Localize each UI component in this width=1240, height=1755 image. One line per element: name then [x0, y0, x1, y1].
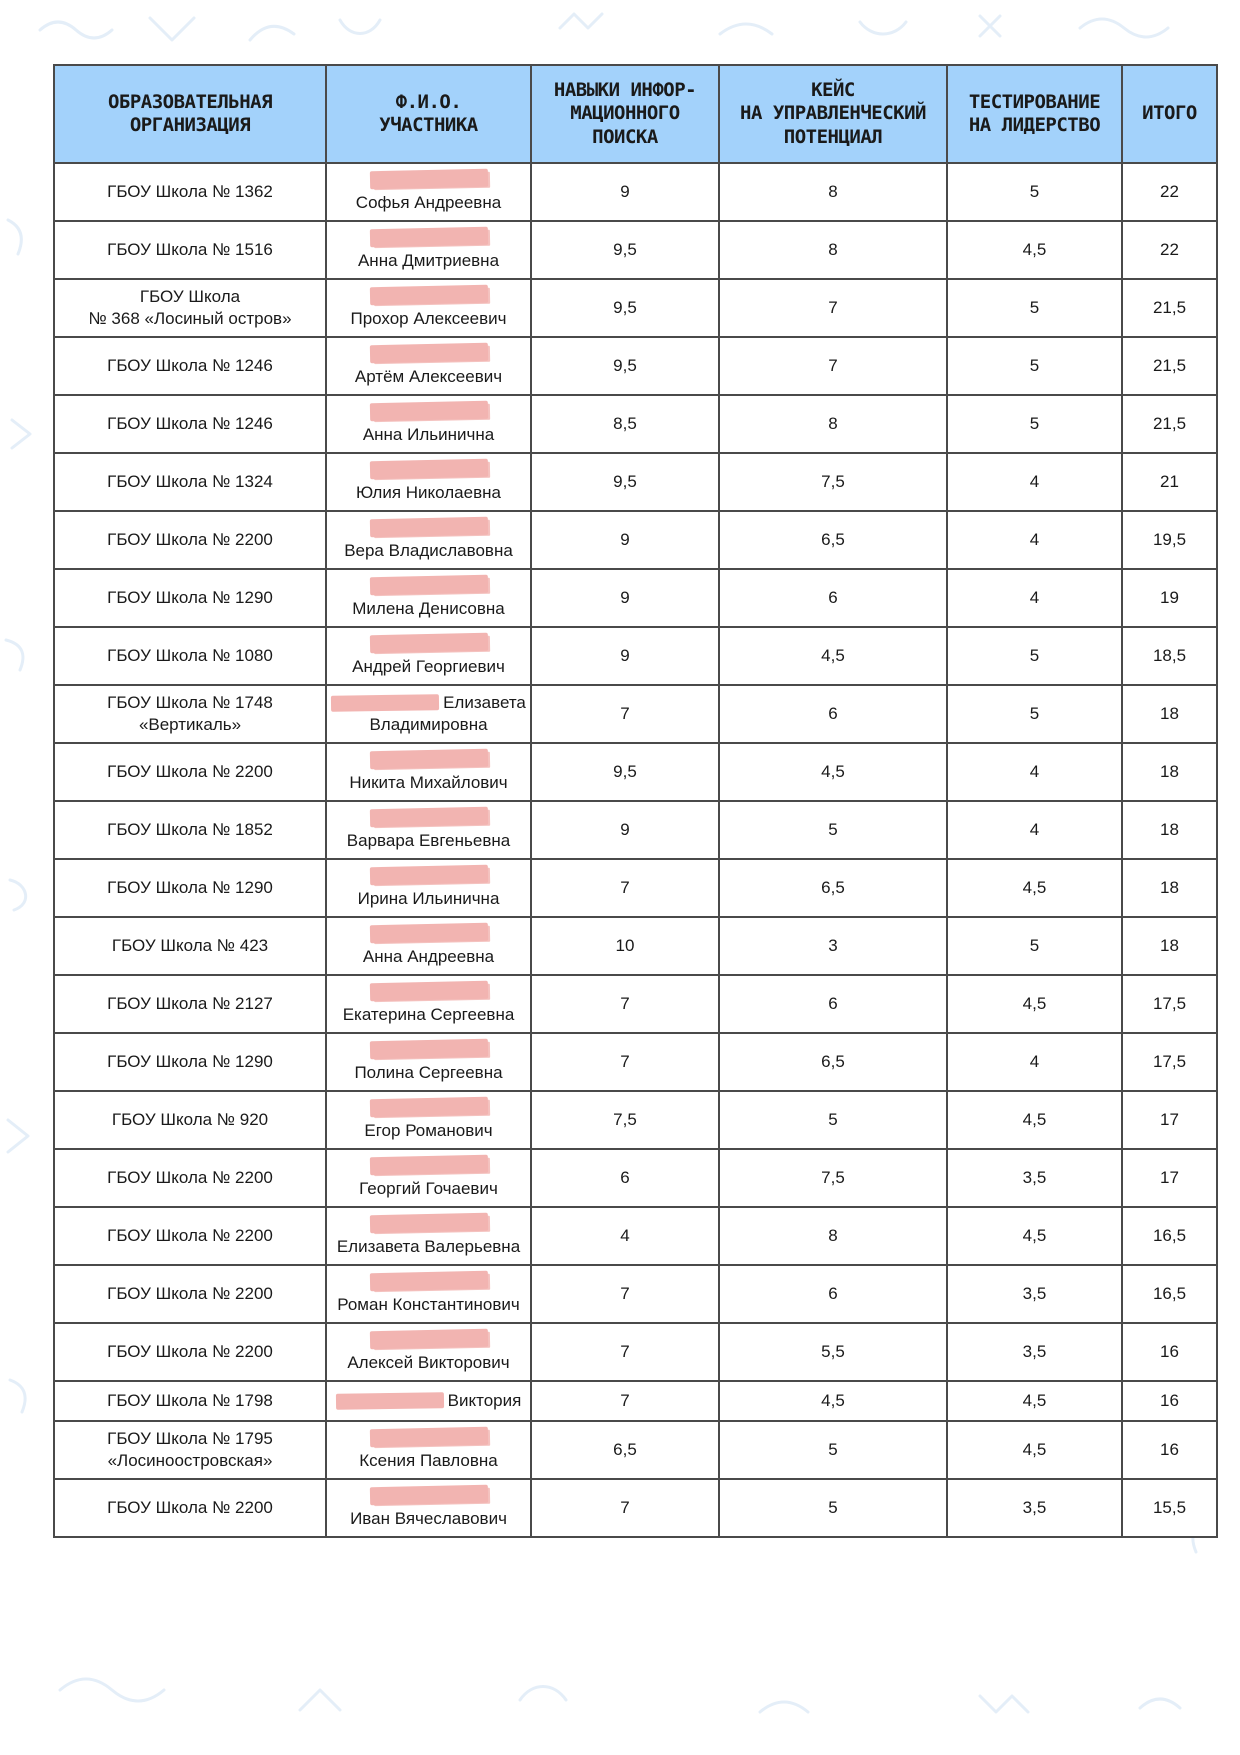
organization-name: ГБОУ Школа № 2200 [107, 1225, 273, 1245]
participant-cell [326, 1033, 531, 1091]
participant-name: Вера Владиславовна [344, 540, 513, 560]
total-score: 18,5 [1122, 627, 1217, 685]
search-skills-score: 9 [531, 163, 719, 221]
search-skills-score: 9 [531, 801, 719, 859]
column-header-leadership-test [947, 65, 1122, 163]
redaction-mark [369, 1271, 487, 1291]
participant-name: Екатерина Сергеевна [342, 1004, 515, 1024]
organization-cell [54, 1265, 326, 1323]
table-row [54, 1265, 1217, 1323]
participant-name: Анна Ильинична [362, 424, 495, 444]
participant-name: Артём Алексеевич [354, 366, 503, 386]
search-skills-score: 7,5 [531, 1091, 719, 1149]
organization-cell [54, 511, 326, 569]
leadership-test-score: 4 [947, 569, 1122, 627]
search-skills-score: 8,5 [531, 395, 719, 453]
organization-cell [54, 1323, 326, 1381]
organization-name: ГБОУ Школа № 1080 [107, 645, 273, 665]
leadership-test-score: 3,5 [947, 1479, 1122, 1537]
participant-cell [326, 395, 531, 453]
organization-name: ГБОУ Школа № 1246 [107, 355, 273, 375]
redaction-mark [331, 695, 439, 713]
participant-cell [326, 1479, 531, 1537]
total-score: 18 [1122, 859, 1217, 917]
leadership-test-score: 5 [947, 163, 1122, 221]
column-header-organization [54, 65, 326, 163]
leadership-test-score: 4,5 [947, 221, 1122, 279]
management-case-score: 6,5 [719, 511, 947, 569]
redaction-mark [336, 1393, 444, 1411]
redaction-mark [369, 1097, 487, 1117]
organization-name-line2: «Лосиноостровская» [107, 1451, 273, 1470]
redaction-mark [369, 865, 487, 885]
organization-name: ГБОУ Школа № 920 [111, 1109, 269, 1129]
leadership-test-score: 4,5 [947, 1091, 1122, 1149]
organization-cell [54, 743, 326, 801]
header-text: НА ЛИДЕРСТВО [968, 114, 1101, 136]
organization-name: ГБОУ Школа № 1290 [107, 1051, 273, 1071]
header-text: НА УПРАВЛЕНЧЕСКИЙ [740, 102, 926, 125]
total-score: 17,5 [1122, 1033, 1217, 1091]
table-row [54, 1033, 1217, 1091]
redaction-mark [369, 169, 487, 189]
total-score: 19 [1122, 569, 1217, 627]
participant-cell [326, 221, 531, 279]
organization-cell [54, 337, 326, 395]
table-row [54, 1091, 1217, 1149]
participant-cell [326, 511, 531, 569]
table-row [54, 337, 1217, 395]
participant-cell [326, 859, 531, 917]
organization-cell [54, 685, 326, 743]
leadership-test-score: 5 [947, 279, 1122, 337]
table-row [54, 975, 1217, 1033]
organization-cell [54, 221, 326, 279]
participant-name: Анна Андреевна [362, 946, 495, 966]
search-skills-score: 6,5 [531, 1421, 719, 1479]
organization-name: ГБОУ Школа № 1516 [107, 239, 273, 259]
organization-cell [54, 1207, 326, 1265]
organization-cell [54, 279, 326, 337]
leadership-test-score: 4 [947, 743, 1122, 801]
redaction-mark [369, 633, 487, 653]
participant-name: Милена Денисовна [352, 598, 505, 618]
participant-cell [326, 1265, 531, 1323]
table-row [54, 569, 1217, 627]
table-row [54, 511, 1217, 569]
participant-name: Роман Константинович [337, 1294, 520, 1314]
leadership-test-score: 4,5 [947, 1207, 1122, 1265]
total-score: 18 [1122, 743, 1217, 801]
table-row [54, 1421, 1217, 1479]
management-case-score: 8 [719, 221, 947, 279]
management-case-score: 3 [719, 917, 947, 975]
participant-cell [326, 801, 531, 859]
total-score: 18 [1122, 685, 1217, 743]
leadership-test-score: 5 [947, 685, 1122, 743]
management-case-score: 6,5 [719, 1033, 947, 1091]
total-score: 21,5 [1122, 279, 1217, 337]
search-skills-score: 9,5 [531, 221, 719, 279]
header-text: ТЕСТИРОВАНИЕ [968, 90, 1101, 113]
total-score: 16 [1122, 1421, 1217, 1479]
organization-cell [54, 569, 326, 627]
total-score: 18 [1122, 917, 1217, 975]
participant-cell [326, 743, 531, 801]
table-row [54, 1207, 1217, 1265]
organization-cell [54, 1033, 326, 1091]
organization-name: ГБОУ Школа № 1290 [107, 877, 273, 897]
participant-cell [326, 569, 531, 627]
organization-name-line2: № 368 «Лосиный остров» [88, 309, 292, 328]
search-skills-score: 9,5 [531, 279, 719, 337]
participant-name: Андрей Георгиевич [352, 656, 505, 676]
organization-name: ГБОУ Школа № 2200 [107, 1497, 273, 1517]
organization-cell [54, 859, 326, 917]
participant-name: Юлия Николаевна [356, 482, 501, 502]
table-row [54, 163, 1217, 221]
leadership-test-score: 4 [947, 801, 1122, 859]
organization-name: ГБОУ Школа № 1798 [107, 1390, 273, 1410]
table-row [54, 627, 1217, 685]
redaction-mark [369, 749, 487, 769]
management-case-score: 4,5 [719, 1381, 947, 1421]
management-case-score: 5 [719, 801, 947, 859]
total-score: 21,5 [1122, 337, 1217, 395]
management-case-score: 5 [719, 1479, 947, 1537]
total-score: 16 [1122, 1323, 1217, 1381]
organization-cell [54, 1091, 326, 1149]
header-text: ПОТЕНЦИАЛ [783, 125, 883, 148]
organization-name: ГБОУ Школа № 2200 [107, 529, 273, 549]
management-case-score: 4,5 [719, 627, 947, 685]
table-row [54, 685, 1217, 743]
organization-name: ГБОУ Школа № 2127 [107, 993, 273, 1013]
header-text: ИТОГО [1142, 102, 1197, 125]
management-case-score: 6 [719, 1265, 947, 1323]
total-score: 18 [1122, 801, 1217, 859]
management-case-score: 7,5 [719, 453, 947, 511]
results-table [53, 64, 1218, 1538]
management-case-score: 6 [719, 975, 947, 1033]
organization-cell [54, 395, 326, 453]
participant-cell [326, 279, 531, 337]
leadership-test-score: 3,5 [947, 1265, 1122, 1323]
organization-name: ГБОУ Школа [139, 286, 241, 306]
participant-name: Елизавета Валерьевна [336, 1236, 521, 1256]
header-text: НАВЫКИ ИНФОР- [553, 79, 697, 102]
participant-cell [326, 337, 531, 395]
participant-name: Виктория [447, 1390, 522, 1410]
organization-name: ГБОУ Школа № 2200 [107, 761, 273, 781]
total-score: 16,5 [1122, 1265, 1217, 1323]
organization-name: ГБОУ Школа № 1362 [107, 181, 273, 201]
header-text: КЕЙС [811, 79, 855, 102]
table-row [54, 801, 1217, 859]
participant-name: Полина Сергеевна [354, 1062, 503, 1082]
participant-cell [326, 163, 531, 221]
table-row [54, 395, 1217, 453]
total-score: 17 [1122, 1091, 1217, 1149]
participant-name: Иван Вячеславович [350, 1508, 507, 1528]
management-case-score: 8 [719, 395, 947, 453]
management-case-score: 6 [719, 685, 947, 743]
management-case-score: 5 [719, 1421, 947, 1479]
participant-cell [326, 1091, 531, 1149]
total-score: 22 [1122, 163, 1217, 221]
organization-name: ГБОУ Школа № 2200 [107, 1283, 273, 1303]
organization-cell [54, 917, 326, 975]
organization-cell [54, 163, 326, 221]
management-case-score: 5 [719, 1091, 947, 1149]
management-case-score: 4,5 [719, 743, 947, 801]
participant-name: Ксения Павловна [359, 1450, 498, 1470]
redaction-mark [369, 227, 487, 247]
redaction-mark [369, 343, 487, 363]
table-row [54, 221, 1217, 279]
participant-line [331, 692, 526, 714]
total-score: 16 [1122, 1381, 1217, 1421]
participant-name: Софья Андреевна [355, 192, 502, 212]
redaction-mark [369, 1155, 487, 1175]
participant-cell [326, 1207, 531, 1265]
search-skills-score: 6 [531, 1149, 719, 1207]
organization-cell [54, 1381, 326, 1421]
total-score: 19,5 [1122, 511, 1217, 569]
participant-name: Ирина Ильинична [357, 888, 500, 908]
participant-line [331, 1390, 526, 1412]
participant-cell [326, 917, 531, 975]
participant-name: Елизавета [443, 692, 526, 712]
leadership-test-score: 4,5 [947, 859, 1122, 917]
organization-name: ГБОУ Школа № 1246 [107, 413, 273, 433]
organization-name: ГБОУ Школа № 1748 [107, 692, 273, 712]
search-skills-score: 10 [531, 917, 719, 975]
search-skills-score: 7 [531, 1323, 719, 1381]
header-text: ОБРАЗОВАТЕЛЬНАЯ [107, 90, 273, 113]
total-score: 21 [1122, 453, 1217, 511]
management-case-score: 8 [719, 1207, 947, 1265]
redaction-mark [369, 1485, 487, 1505]
table-row [54, 1479, 1217, 1537]
redaction-mark [369, 1213, 487, 1233]
organization-name: ГБОУ Школа № 1324 [107, 471, 273, 491]
leadership-test-score: 5 [947, 395, 1122, 453]
search-skills-score: 7 [531, 859, 719, 917]
participant-name: Прохор Алексеевич [350, 308, 507, 328]
participant-name: Варвара Евгеньевна [346, 830, 511, 850]
participant-name: Алексей Викторович [347, 1352, 510, 1372]
leadership-test-score: 4,5 [947, 1421, 1122, 1479]
leadership-test-score: 5 [947, 627, 1122, 685]
redaction-mark [369, 981, 487, 1001]
organization-cell [54, 1421, 326, 1479]
table-row [54, 859, 1217, 917]
search-skills-score: 9 [531, 511, 719, 569]
organization-name: ГБОУ Школа № 1290 [107, 587, 273, 607]
total-score: 17,5 [1122, 975, 1217, 1033]
table-row [54, 1149, 1217, 1207]
search-skills-score: 9,5 [531, 453, 719, 511]
total-score: 22 [1122, 221, 1217, 279]
redaction-mark [369, 1329, 487, 1349]
organization-name: ГБОУ Школа № 1795 [107, 1428, 273, 1448]
organization-cell [54, 975, 326, 1033]
search-skills-score: 7 [531, 1033, 719, 1091]
column-header-management-case [719, 65, 947, 163]
table-header-row [54, 65, 1217, 163]
organization-cell [54, 453, 326, 511]
leadership-test-score: 4 [947, 453, 1122, 511]
search-skills-score: 7 [531, 1479, 719, 1537]
redaction-mark [369, 807, 487, 827]
organization-cell [54, 1479, 326, 1537]
header-text: ОРГАНИЗАЦИЯ [129, 114, 251, 136]
redaction-mark [369, 1039, 487, 1059]
search-skills-score: 9 [531, 569, 719, 627]
search-skills-score: 9 [531, 627, 719, 685]
management-case-score: 8 [719, 163, 947, 221]
leadership-test-score: 4,5 [947, 1381, 1122, 1421]
table-row [54, 743, 1217, 801]
header-text: ПОИСКА [592, 125, 658, 148]
organization-name: ГБОУ Школа № 423 [111, 935, 269, 955]
management-case-score: 7 [719, 279, 947, 337]
leadership-test-score: 5 [947, 917, 1122, 975]
leadership-test-score: 4,5 [947, 975, 1122, 1033]
participant-cell [326, 627, 531, 685]
organization-name: ГБОУ Школа № 1852 [107, 819, 273, 839]
redaction-mark [369, 459, 487, 479]
table-row [54, 917, 1217, 975]
total-score: 21,5 [1122, 395, 1217, 453]
redaction-mark [369, 923, 487, 943]
column-header-participant [326, 65, 531, 163]
organization-name-line2: «Вертикаль» [138, 715, 242, 734]
participant-name: Никита Михайлович [349, 772, 508, 792]
table-row [54, 1323, 1217, 1381]
organization-cell [54, 801, 326, 859]
total-score: 17 [1122, 1149, 1217, 1207]
leadership-test-score: 4 [947, 1033, 1122, 1091]
search-skills-score: 9,5 [531, 337, 719, 395]
total-score: 15,5 [1122, 1479, 1217, 1537]
redaction-mark [369, 517, 487, 537]
participant-cell [326, 685, 531, 743]
redaction-mark [369, 401, 487, 421]
results-sheet [53, 64, 1218, 1538]
organization-cell [54, 1149, 326, 1207]
search-skills-score: 4 [531, 1207, 719, 1265]
organization-name: ГБОУ Школа № 2200 [107, 1341, 273, 1361]
participant-cell [326, 975, 531, 1033]
header-text: УЧАСТНИКА [379, 114, 478, 136]
organization-name: ГБОУ Школа № 2200 [107, 1167, 273, 1187]
table-row [54, 453, 1217, 511]
column-header-search-skills [531, 65, 719, 163]
participant-name: Егор Романович [364, 1120, 493, 1140]
search-skills-score: 7 [531, 685, 719, 743]
participant-cell [326, 1381, 531, 1421]
management-case-score: 6,5 [719, 859, 947, 917]
management-case-score: 6 [719, 569, 947, 627]
participant-cell [326, 453, 531, 511]
header-text: Ф.И.О. [395, 90, 462, 113]
table-row [54, 279, 1217, 337]
header-text: МАЦИОННОГО [570, 102, 680, 125]
leadership-test-score: 3,5 [947, 1149, 1122, 1207]
redaction-mark [369, 1427, 487, 1447]
management-case-score: 7 [719, 337, 947, 395]
search-skills-score: 7 [531, 1265, 719, 1323]
organization-cell [54, 627, 326, 685]
participant-cell [326, 1323, 531, 1381]
table-row [54, 1381, 1217, 1421]
table-body [54, 163, 1217, 1537]
leadership-test-score: 3,5 [947, 1323, 1122, 1381]
participant-name-line2: Владимировна [369, 715, 488, 734]
search-skills-score: 7 [531, 1381, 719, 1421]
search-skills-score: 9,5 [531, 743, 719, 801]
total-score: 16,5 [1122, 1207, 1217, 1265]
leadership-test-score: 5 [947, 337, 1122, 395]
management-case-score: 7,5 [719, 1149, 947, 1207]
redaction-mark [369, 285, 487, 305]
redaction-mark [369, 575, 487, 595]
management-case-score: 5,5 [719, 1323, 947, 1381]
participant-cell [326, 1421, 531, 1479]
leadership-test-score: 4 [947, 511, 1122, 569]
search-skills-score: 7 [531, 975, 719, 1033]
column-header-total [1122, 65, 1217, 163]
participant-name: Георгий Гочаевич [359, 1178, 498, 1198]
participant-name: Анна Дмитриевна [357, 250, 500, 270]
participant-cell [326, 1149, 531, 1207]
